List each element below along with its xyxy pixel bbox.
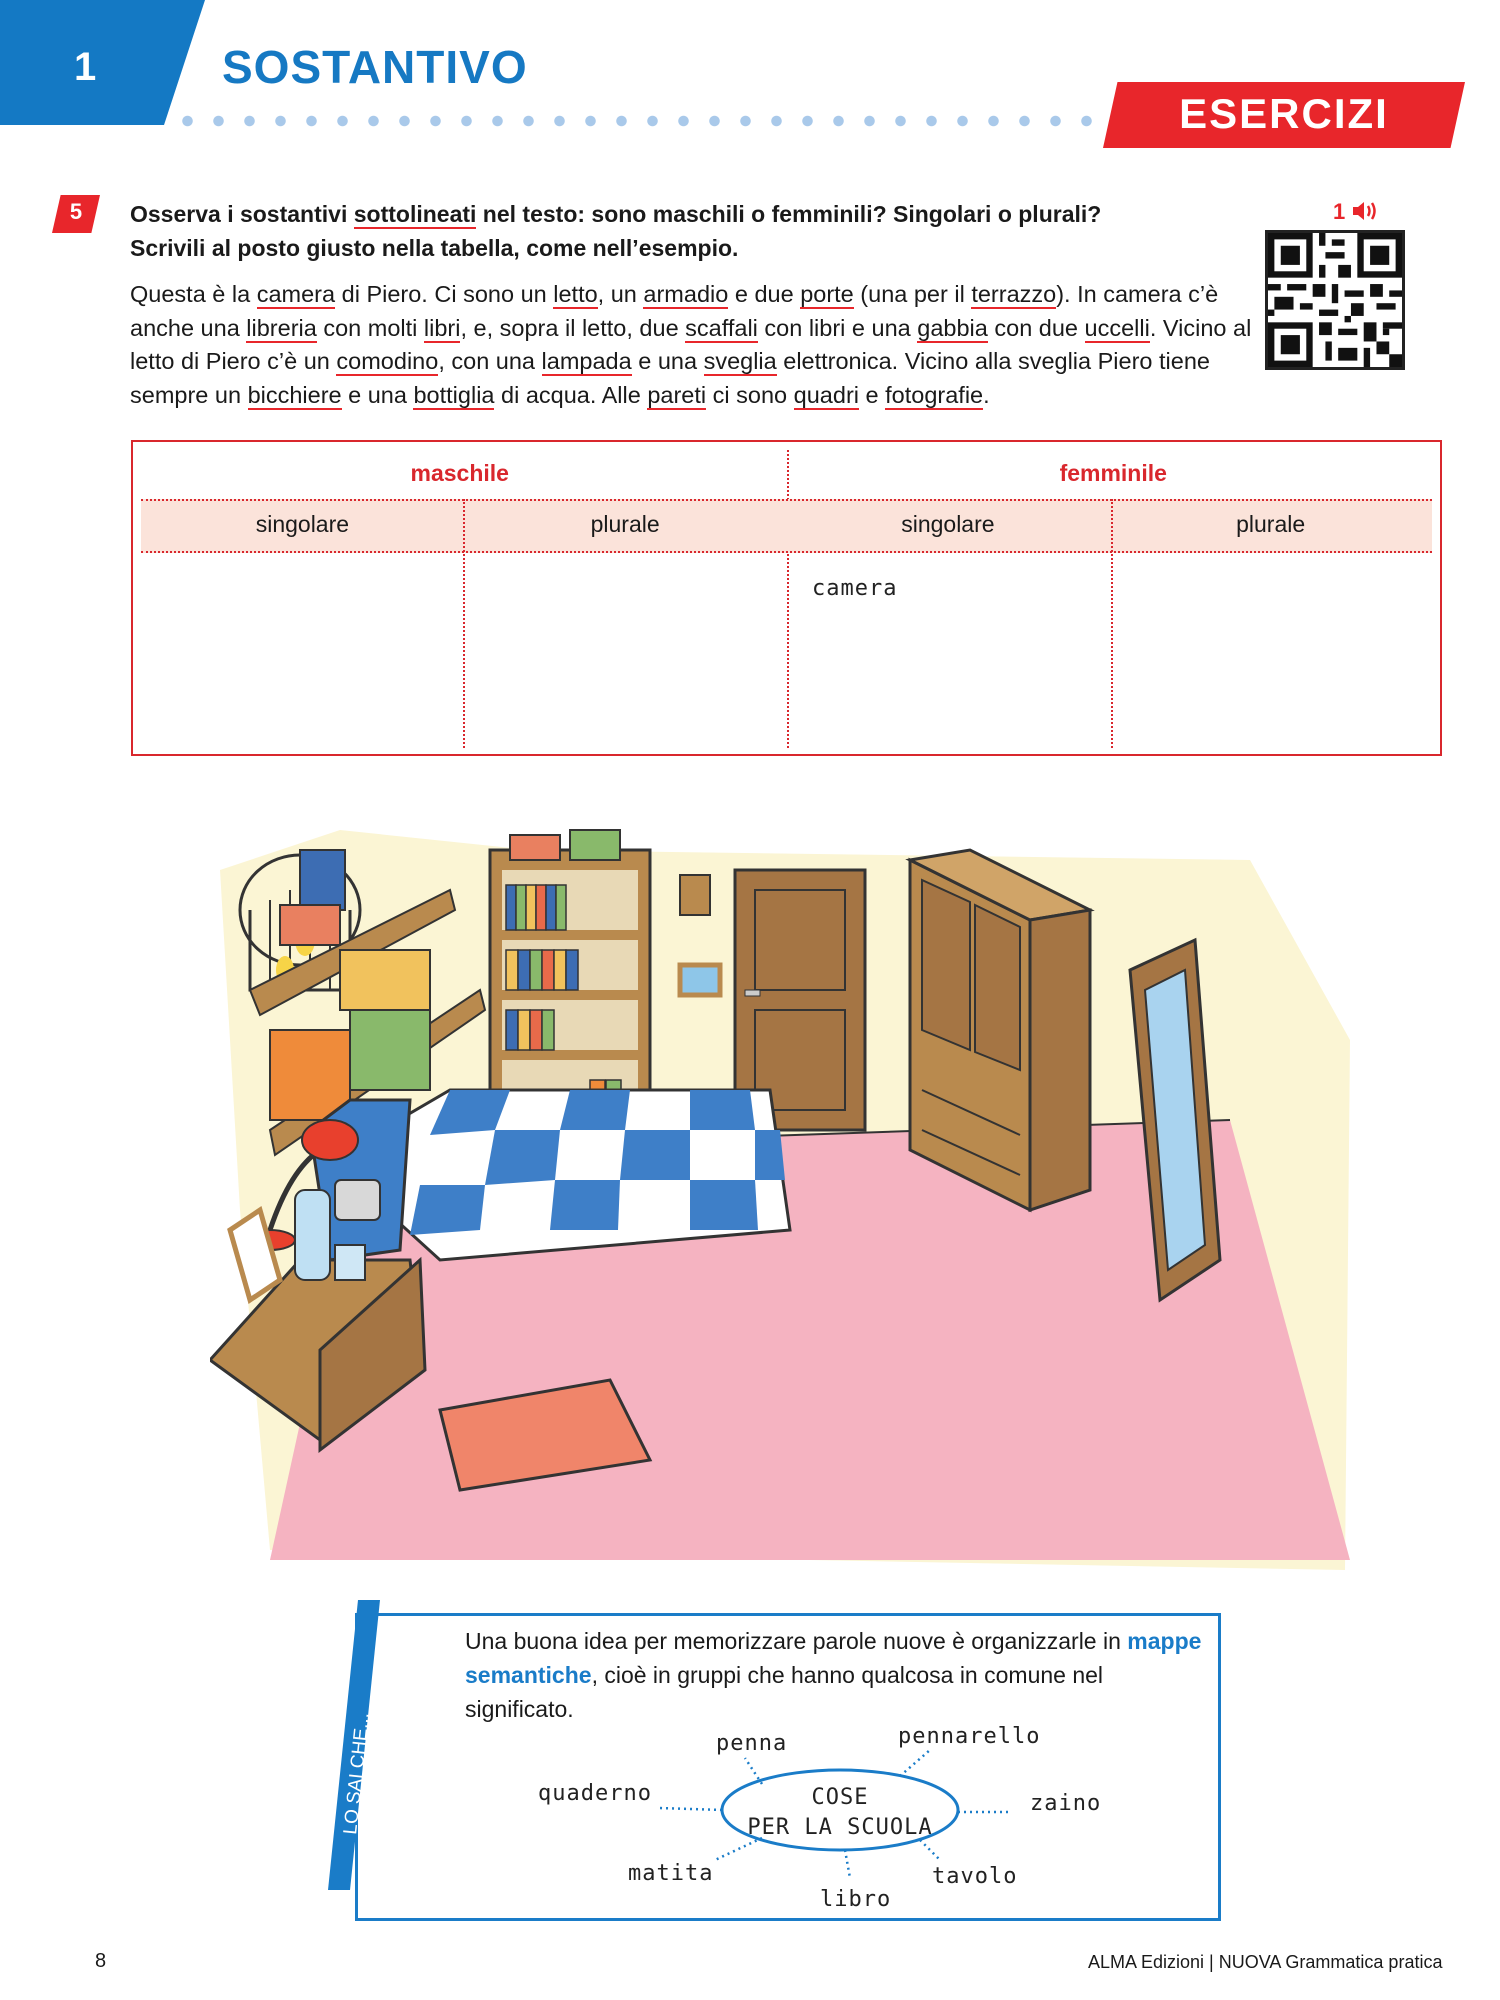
picture-frame — [680, 875, 710, 915]
col-masc-plural: plurale — [590, 511, 660, 537]
instruction-text: Osserva i sostantivi — [130, 201, 354, 227]
text-segment: di Piero. Ci sono un — [335, 281, 554, 307]
instruction-underlined: sottolineati — [353, 201, 477, 227]
text-segment: e — [859, 381, 886, 408]
did-you-know-ribbon — [328, 1600, 380, 1890]
col-masc-singular: singolare — [255, 511, 350, 537]
picture-frame — [680, 965, 720, 995]
answer-table — [131, 440, 1442, 756]
text-segment: e due — [728, 281, 801, 307]
qr-code[interactable] — [1265, 230, 1405, 370]
number-header-row — [141, 499, 1432, 553]
dotted-divider — [172, 115, 1107, 127]
text-segment: . — [983, 381, 990, 408]
page-number: 8 — [95, 1950, 107, 1972]
col-fem-singular: singolare — [901, 511, 995, 537]
underlined-noun: letto — [553, 281, 598, 307]
text-segment: , con una — [438, 348, 542, 374]
underlined-noun: comodino — [336, 348, 439, 374]
text-segment: con libri e una — [757, 314, 918, 341]
map-word-penna: penna — [716, 1731, 788, 1756]
did-you-know-text-part: , cioè in gruppi che hanno qualcosa in comune nel significato. — [465, 1662, 1104, 1722]
header-masculine: maschile — [410, 460, 509, 486]
underlined-noun: scaffali — [685, 314, 758, 341]
col-fem-plural: plurale — [1236, 511, 1306, 537]
map-word-libro: libro — [820, 1887, 892, 1912]
map-word-quaderno: quaderno — [538, 1781, 652, 1806]
text-segment: , un — [597, 281, 644, 307]
did-you-know-highlight: mappe semantiche — [465, 1628, 1202, 1688]
underlined-noun: uccelli — [1084, 314, 1150, 341]
speaker-icon — [1351, 200, 1381, 222]
chapter-number: 1 — [74, 45, 97, 89]
underlined-noun: pareti — [647, 381, 707, 408]
chapter-tab — [0, 0, 205, 125]
underlined-noun: sveglia — [703, 348, 777, 374]
did-you-know-text-part: Una buona idea per memorizzare parole nuove è organizzarle in — [465, 1628, 1128, 1654]
bedroom-illustration — [210, 790, 1360, 1580]
exercise-text — [130, 278, 1270, 412]
underlined-noun: lampada — [541, 348, 632, 374]
underlined-noun: fotografie — [885, 381, 984, 408]
underlined-noun: terrazzo — [971, 281, 1057, 307]
text-segment: (una per il — [853, 281, 972, 307]
text-segment: e una — [631, 348, 704, 374]
map-word-pennarello: pennarello — [898, 1724, 1041, 1749]
header-feminine: femminile — [1059, 460, 1167, 486]
underlined-noun: quadri — [793, 381, 859, 408]
chapter-title: SOSTANTIVO — [222, 41, 528, 93]
example-entry: camera — [812, 576, 898, 601]
text-segment: Questa è la — [130, 281, 257, 307]
text-segment: ci sono — [706, 381, 794, 408]
gender-divider — [787, 450, 789, 748]
wardrobe — [910, 850, 1090, 1210]
map-word-zaino: zaino — [1030, 1791, 1102, 1816]
text-segment: . Vicino al letto di Piero c’è un — [130, 314, 1252, 374]
map-center-line2: PER LA SCUOLA — [747, 1815, 933, 1840]
bed — [310, 1090, 790, 1260]
text-segment: con molti — [316, 314, 424, 341]
text-segment: ). In camera c’è anche una — [130, 281, 1219, 341]
column-divider — [463, 499, 465, 748]
exercise-instructions — [130, 197, 1190, 265]
text-segment: , e, sopra il letto, due — [460, 314, 686, 341]
semantic-map — [500, 1700, 1120, 1915]
qr-code-icon — [1268, 233, 1402, 367]
text-segment: elettronica. Vicino alla sveglia Piero tiene sempre un — [130, 348, 1210, 408]
text-segment: con due — [987, 314, 1085, 341]
underlined-noun: armadio — [643, 281, 729, 307]
text-segment: di acqua. Alle — [494, 381, 648, 408]
exercise-number: 5 — [69, 199, 83, 224]
map-word-matita: matita — [628, 1861, 714, 1886]
underlined-noun: camera — [256, 281, 336, 307]
audio-track-number: 1 — [1333, 199, 1346, 224]
instruction-text: nel testo: sono maschili o femminili? Singolari o plurali? — [476, 201, 1102, 227]
underlined-noun: libreria — [246, 314, 317, 341]
publisher-credit: ALMA Edizioni | NUOVA Grammatica pratica — [1088, 1952, 1443, 1972]
column-divider — [1111, 499, 1113, 748]
instruction-text: Scrivili al posto giusto nella tabella, come nell’esempio. — [130, 235, 739, 261]
underlined-noun: porte — [800, 281, 854, 307]
audio-track[interactable] — [1333, 199, 1381, 225]
text-segment: e una — [341, 381, 414, 408]
ribbon-label: LO SAI CHE... — [340, 1711, 374, 1836]
underlined-noun: bicchiere — [247, 381, 342, 408]
section-label: ESERCIZI — [1179, 90, 1389, 137]
underlined-noun: gabbia — [917, 314, 988, 341]
map-word-tavolo: tavolo — [932, 1864, 1018, 1889]
underlined-noun: libri — [423, 314, 461, 341]
map-center-line1: COSE — [811, 1785, 869, 1810]
underlined-noun: bottiglia — [413, 381, 495, 408]
